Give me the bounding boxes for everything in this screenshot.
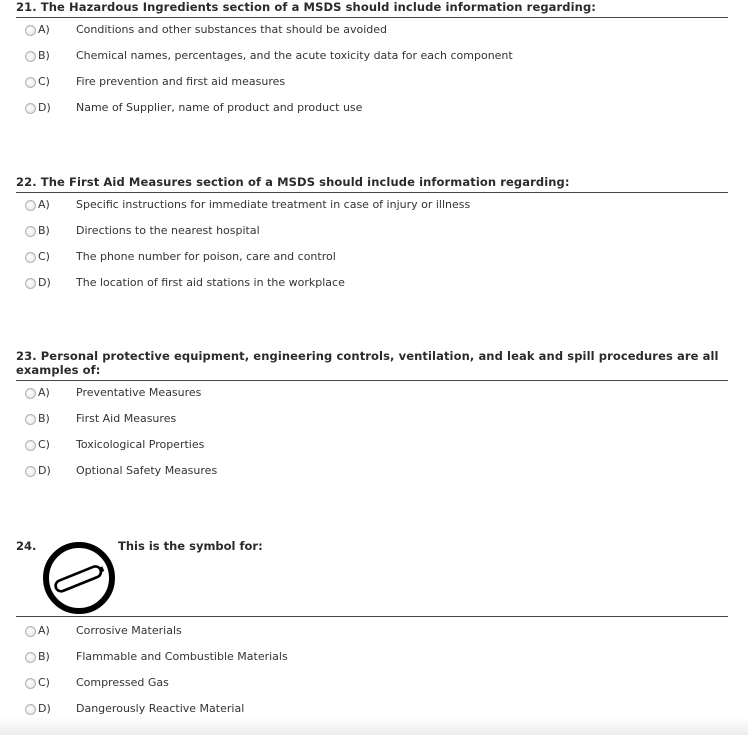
options-list [16,20,728,124]
question-24-header [16,538,728,617]
radio-button[interactable] [25,252,36,263]
option-a[interactable] [16,383,728,409]
option-d[interactable] [16,98,728,124]
option-letter: A) [38,624,50,637]
radio-button[interactable] [25,226,36,237]
option-b[interactable] [16,647,728,673]
option-d[interactable] [16,461,728,487]
question-title [16,349,728,381]
option-c[interactable] [16,247,728,273]
option-text: Directions to the nearest hospital [76,224,260,237]
option-text: Name of Supplier, name of product and product use [76,101,363,114]
radio-button[interactable] [25,652,36,663]
option-c[interactable] [16,435,728,461]
option-text: Preventative Measures [76,386,202,399]
radio-button[interactable] [25,626,36,637]
option-letter: A) [38,386,50,399]
radio-button[interactable] [25,414,36,425]
option-letter: D) [38,276,51,289]
option-letter: B) [38,412,50,425]
option-text: Conditions and other substances that should be avoided [76,23,387,36]
option-letter: B) [38,650,50,663]
radio-button[interactable] [25,440,36,451]
option-text: Corrosive Materials [76,624,182,637]
option-a[interactable] [16,195,728,221]
question-24 [16,538,728,725]
option-text: Chemical names, percentages, and the acute toxicity data for each component [76,49,513,62]
option-b[interactable] [16,221,728,247]
option-text: Compressed Gas [76,676,169,689]
option-letter: D) [38,101,51,114]
option-letter: A) [38,23,50,36]
question-23 [16,349,728,487]
option-d[interactable] [16,273,728,299]
question-number: 24. [16,539,37,553]
question-title-line-1: 23. Personal protective equipment, engineering controls, ventilation, and leak and spill procedures are all [16,349,719,363]
radio-button[interactable] [25,77,36,88]
option-text: The phone number for poison, care and control [76,250,336,263]
question-title: 22. The First Aid Measures section of a MSDS should include information regarding: [16,175,728,193]
radio-button[interactable] [25,678,36,689]
bottom-fade [0,717,748,735]
option-a[interactable] [16,621,728,647]
options-list [16,621,728,725]
options-list [16,195,728,299]
option-letter: C) [38,250,50,263]
option-a[interactable] [16,20,728,46]
compressed-gas-whmis-icon [40,538,118,616]
option-letter: D) [38,464,51,477]
question-title: 21. The Hazardous Ingredients section of a MSDS should include information regarding: [16,0,728,18]
option-text: The location of first aid stations in the workplace [76,276,345,289]
option-b[interactable] [16,46,728,72]
options-list [16,383,728,487]
radio-button[interactable] [25,388,36,399]
option-c[interactable] [16,673,728,699]
option-letter: D) [38,702,51,715]
radio-button[interactable] [25,466,36,477]
radio-button[interactable] [25,704,36,715]
option-letter: B) [38,224,50,237]
option-c[interactable] [16,72,728,98]
question-21 [16,0,728,124]
option-letter: B) [38,49,50,62]
radio-button[interactable] [25,103,36,114]
radio-button[interactable] [25,200,36,211]
radio-button[interactable] [25,278,36,289]
option-text: Fire prevention and first aid measures [76,75,286,88]
option-text: First Aid Measures [76,412,177,425]
option-letter: C) [38,438,50,451]
radio-button[interactable] [25,25,36,36]
option-letter: A) [38,198,50,211]
option-b[interactable] [16,409,728,435]
question-22 [16,175,728,299]
option-letter: C) [38,75,50,88]
option-letter: C) [38,676,50,689]
radio-button[interactable] [25,51,36,62]
option-text: Toxicological Properties [76,438,205,451]
option-text: Dangerously Reactive Material [76,702,245,715]
option-text: Specific instructions for immediate treatment in case of injury or illness [76,198,471,211]
option-text: Flammable and Combustible Materials [76,650,288,663]
option-text: Optional Safety Measures [76,464,218,477]
question-title-line-2: examples of: [16,363,101,377]
question-prompt: This is the symbol for: [118,539,263,553]
